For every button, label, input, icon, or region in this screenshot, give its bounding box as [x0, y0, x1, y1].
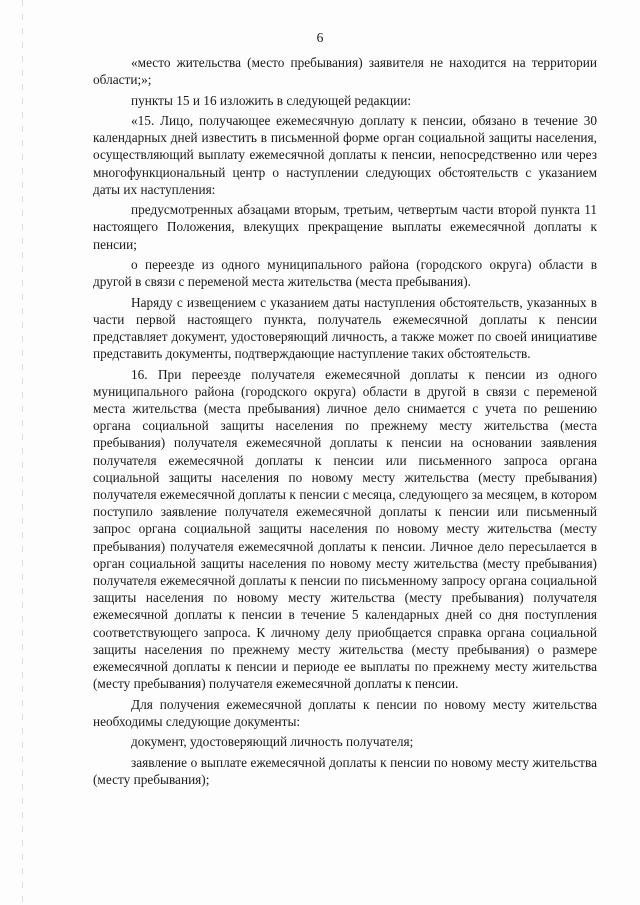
- paragraph-required-documents: Для получения ежемесячной доплаты к пенсии по новому месту жительства необходимы следующие документы:: [93, 696, 597, 729]
- paragraph-item-15: «15. Лицо, получающее ежемесячную доплату к пенсии, обязано в течение 30 календарных дней известить в письменной форме орган социальной защиты населения, осуществляющий выплату ежемесячной доплаты к пенсии, непосредственно или через многофункциональный центр о наступлении следующих обстоятельств с указанием даты их наступления:: [93, 112, 597, 197]
- scan-edge-mark: [22, 0, 23, 905]
- paragraph-closing-quote: «место жительства (место пребывания) заявителя не находится на территории области;»;: [93, 55, 597, 88]
- paragraph-item-15-case-1: предусмотренных абзацами вторым, третьим, четвертым части второй пункта 11 настоящего Положения, влекущих прекращение выплаты ежемесячной доплаты к пенсии;: [93, 202, 597, 252]
- paragraph-amendment-intro: пункты 15 и 16 изложить в следующей редакции:: [131, 92, 412, 108]
- paragraph-item-15-documents: Наряду с извещением с указанием даты наступления обстоятельств, указанных в части первой настоящего пункта, получатель ежемесячной доплаты к пенсии представляет документ, удостоверяющий личность, а также может по своей инициативе представить документы, подтверждающие наступление таких обстоятельств.: [93, 294, 597, 362]
- paragraph-item-16: 16. При переезде получателя ежемесячной доплаты к пенсии из одного муниципального района (городского округа) области в другой в связи с переменой места жительства (места пребывания) личное дело снимается с учета по решению органа социальной защиты населения по прежнему месту жительства (места пребывания) получателя ежемесячной доплаты к пенсии на основании заявления получателя ежемесячной доплаты к пенсии или письменного запроса органа социальной защиты населения по новому месту жительства (месту пребывания) получателя ежемесячной доплаты к пенсии с месяца, следующего за месяцем, в котором поступило заявление получателя ежемесячной доплаты к пенсии или письменный запрос органа социальной защиты населения по новому месту жительства (месту пребывания) получателя ежемесячной доплаты к пенсии. Личное дело пересылается в орган социальной защиты населения по новому месту жительства (месту пребывания) получателя ежемесячной доплаты к пенсии по письменному запросу органа социальной защиты населения по новому месту жительства (месту пребывания) получателя ежемесячной доплаты к пенсии в течение 5 календарных дней со дня поступления соответствующего запроса. К личному делу приобщается справка органа социальной защиты населения по прежнему месту жительства (месту пребывания) о размере ежемесячной доплаты к пенсии и периоде ее выплаты по прежнему месту жительства (месту пребывания) получателя ежемесячной доплаты к пенсии.: [93, 366, 597, 692]
- paragraph-item-15-case-2: о переезде из одного муниципального района (городского округа) области в другой в связи с переменой места жительства (места пребывания).: [93, 256, 597, 290]
- document-body: [93, 54, 597, 791]
- paragraph-document-id: документ, удостоверяющий личность получателя;: [131, 734, 414, 750]
- page-number: 6: [316, 30, 324, 45]
- paragraph-document-application: заявление о выплате ежемесячной доплаты к пенсии по новому месту жительства (месту пребывания);: [93, 754, 597, 787]
